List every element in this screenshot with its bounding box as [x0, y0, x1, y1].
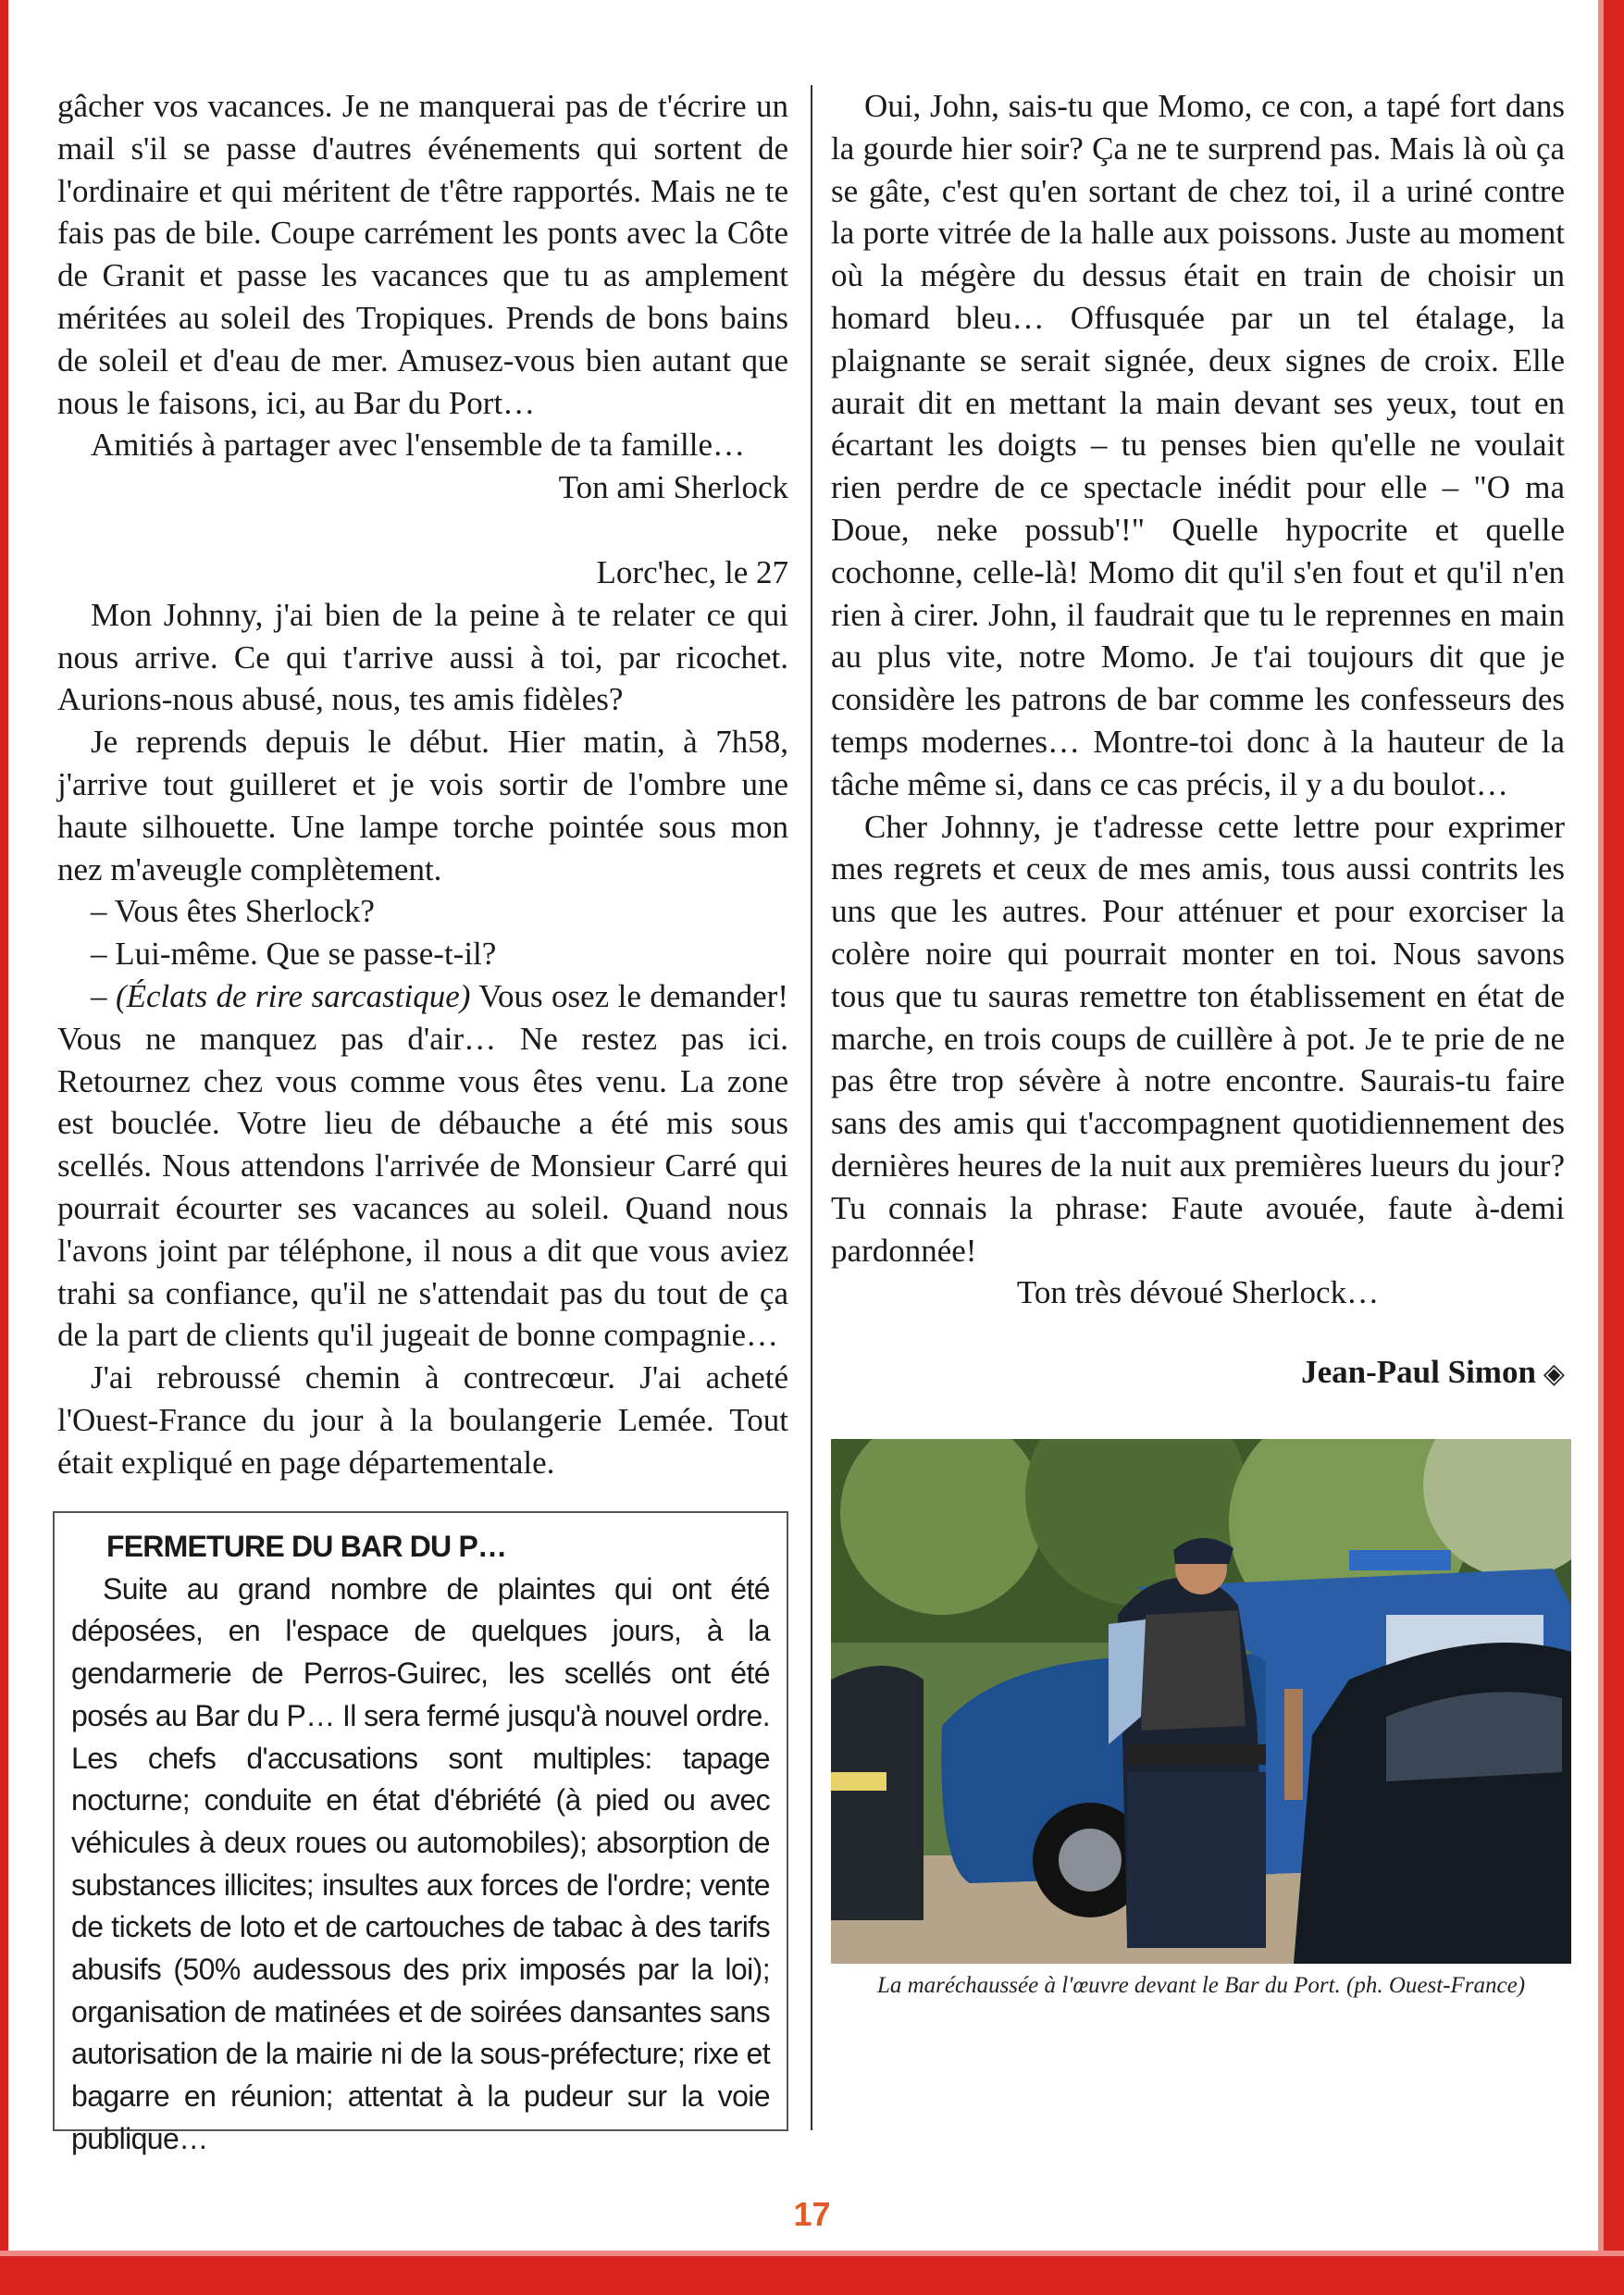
- page-frame-bottom: [0, 2256, 1624, 2295]
- dateline: Lorc'hec, le 27: [596, 553, 788, 590]
- paragraph: Cher Johnny, je t'adresse cette lettre pour exprimer mes regrets et ceux de mes amis, tous aussi contrits les uns que les autres. Pour atténuer et pour exorciser la colère noire qui pourrait monter en toi. Nous savons tous que tu sauras remettre ton établissement en état de marche, en trois coups de cuillère à pot. Je te prie de ne pas être trop sévère à notre encontre. Saurais-tu faire sans des amis qui t'accompagnent quotidiennement des dernières heures de la nuit aux premières lueurs du jour? Tu connais la phrase: Faute avouée, faute à-demi pardonnée!: [831, 808, 1565, 1269]
- dialogue-line: – (Éclats de rire sarcastique) Vous osez le demander! Vous ne manquez pas d'air… Ne restez pas ici. Retournez chez vous comme vous êtes venu. La zone est bouclée. Votre lieu de débauche a été mis sous scellés. Nous attendons l'arrivée de Monsieur Carré qui pourrait écourter ses vacances au soleil. Quand nous l'avons joint par téléphone, il nous a dit que vous aviez trahi sa confiance, qu'il ne s'attendait pas du tout de ça de la part de clients qu'il jugeait de bonne compagnie…: [57, 977, 788, 1354]
- paragraph: Mon Johnny, j'ai bien de la peine à te relater ce qui nous arrive. Ce qui t'arrive aussi à toi, par ricochet. Aurions-nous abusé, nous, tes amis fidèles?: [57, 596, 788, 718]
- box-text: Suite au grand nombre de plaintes qui ont été déposées, en l'espace de quelques jours, à la gendarmerie de Perros-Guirec, les scellés ont été posés au Bar du P… Il sera fermé jusqu'à nouvel ordre. Les chefs d'accusations sont multiples: tapage nocturne; conduite en état d'ébriété (à pied ou avec véhicules à deux roues ou automobiles); absorption de substances illicites; insultes aux forces de l'ordre; vente de tickets de loto et de cartouches de tabac à des tarifs abusifs (50% audessous des prix imposés par la loi); organisation de matinées et de soirées dansantes sans autorisation de la mairie ni de la sous-préfecture; rixe et bagarre en réunion; attentat à la pudeur sur la voie publique…: [71, 1571, 770, 2155]
- signature-line: Ton ami Sherlock: [558, 469, 788, 506]
- photo-caption: La maréchaussée à l'œuvre devant le Bar du Port. (ph. Ouest-France): [876, 1973, 1526, 1998]
- dialogue-line: – Lui-même. Que se passe-t-il?: [91, 936, 497, 973]
- column-divider: [811, 85, 812, 2130]
- paragraph: Oui, John, sais-tu que Momo, ce con, a tapé fort dans la gourde hier soir? Ça ne te surprend pas. Mais là où ça se gâte, c'est qu'en sortant de chez toi, il a uriné contre la porte vitrée de la halle aux poissons. Juste au moment où la mégère du dessus était en train de choisir un homard bleu… Offusquée par un tel étalage, la plaignante se serait signée, deux signes de croix. Elle aurait dit en mettant la main devant ses yeux, tout en écartant les doigts – tu penses bien qu'elle ne voulait rien perdre de ce spectacle inédit pour elle – "O ma Doue, neke possub'!" Quelle hypocrite et quelle cochonne, celle-là! Momo dit qu'il s'en fout et qu'il n'en rien à cirer. John, il faudrait que tu le reprennes en main au plus vite, notre Momo. Je t'ai toujours dit que je considère les patrons de bar comme les confesseurs des temps modernes… Montre-toi donc à la hauteur de la tâche même si, dans ce cas précis, il y a du boulot…: [831, 88, 1565, 802]
- paragraph: Amitiés à partager avec l'ensemble de ta famille…: [91, 427, 745, 464]
- page-frame-left: [0, 0, 8, 2295]
- paragraph: J'ai rebroussé chemin à contrecœur. J'ai acheté l'Ouest-France du jour à la boulangerie Lemée. Tout était expliqué en page départementale.: [57, 1359, 788, 1481]
- box-title: FERMETURE DU BAR DU P…: [106, 1530, 507, 1563]
- end-mark-icon: ◈: [1543, 1358, 1565, 1391]
- right-column: [831, 85, 1565, 1396]
- closing-line: Ton très dévoué Sherlock…: [1016, 1274, 1380, 1311]
- page-frame-right: [1604, 0, 1624, 2295]
- photo-gendarme: [831, 1439, 1571, 1964]
- left-column: [57, 85, 788, 1484]
- dialogue-line: – Vous êtes Sherlock?: [91, 893, 375, 930]
- news-box: [53, 1511, 788, 2155]
- paragraph: gâcher vos vacances. Je ne manquerai pas de t'écrire un mail s'il se passe d'autres événements qui sortent de l'ordinaire et qui méritent de t'être rapportés. Mais ne te fais pas de bile. Coupe carrément les ponts avec la Côte de Granit et passe les vacances que tu as amplement méritées au soleil des Tropiques. Prends de bons bains de soleil et d'eau de mer. Amusez-vous bien autant que nous le faisons, ici, au Bar du Port…: [57, 88, 788, 421]
- author-signature: Jean-Paul Simon ◈: [1301, 1354, 1565, 1391]
- paragraph: Je reprends depuis le début. Hier matin, à 7h58, j'arrive tout guilleret et je vois sortir de l'ombre une haute silhouette. Une lampe torche pointée sous mon nez m'aveugle complètement.: [57, 724, 788, 887]
- page-number: 17: [793, 2195, 831, 2233]
- stage-direction: (Éclats de rire sarcastique): [115, 977, 471, 1014]
